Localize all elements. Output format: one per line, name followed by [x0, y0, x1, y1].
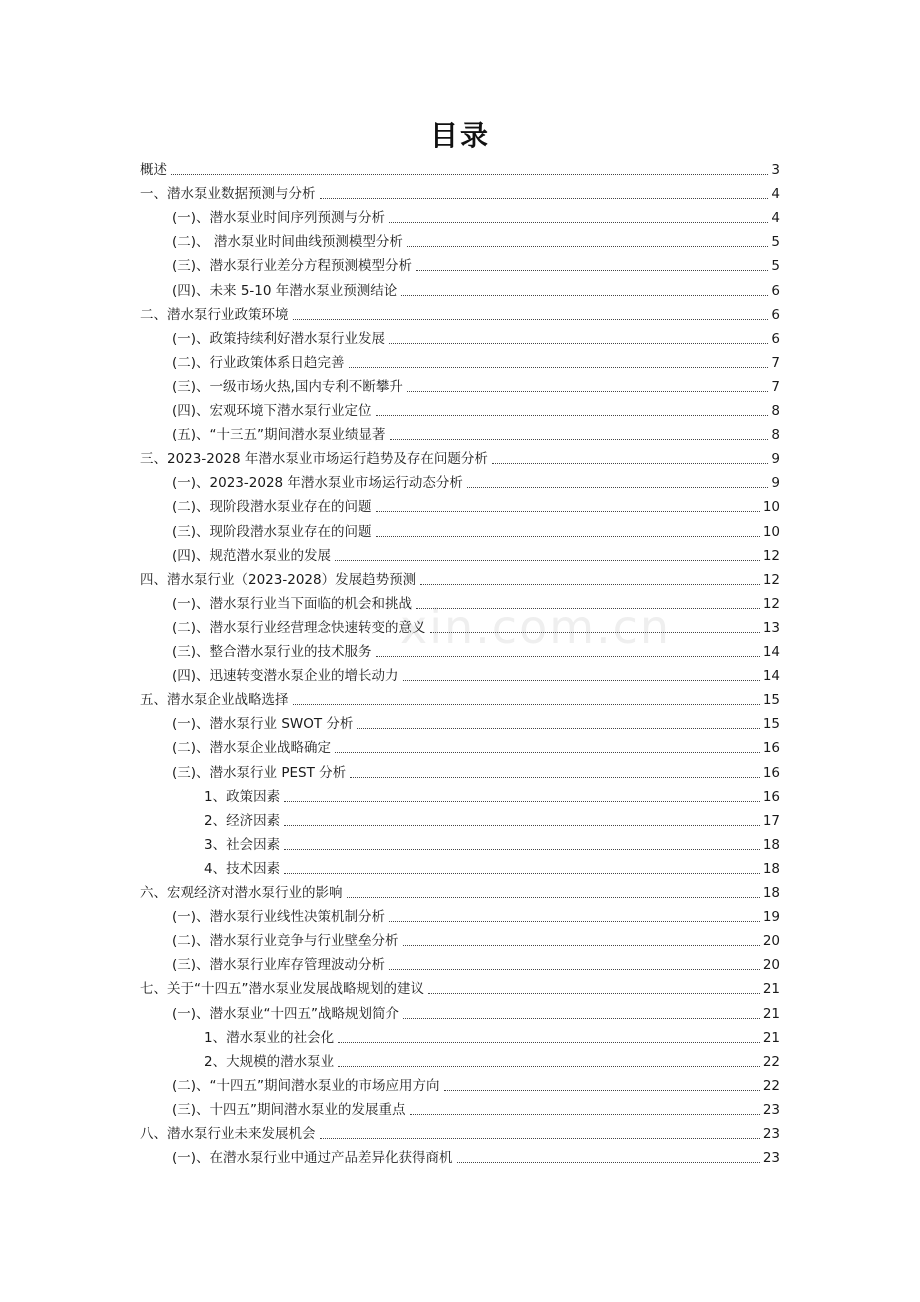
dot-leader [338, 1042, 760, 1043]
toc-entry-label: 六、宏观经济对潜水泵行业的影响 [140, 885, 343, 901]
toc-entry-page-number: 15 [762, 716, 780, 733]
toc-entry-label: 三、2023-2028 年潜水泵业市场运行趋势及存在问题分析 [140, 451, 488, 468]
toc-entry-label: (四)、规范潜水泵业的发展 [172, 547, 332, 564]
dot-leader [416, 608, 760, 609]
toc-entry[interactable] [172, 350, 780, 372]
dot-leader [407, 246, 769, 247]
toc-entry[interactable] [172, 278, 780, 300]
toc-entry[interactable] [172, 470, 780, 492]
dot-leader [349, 367, 769, 368]
dot-leader [410, 1114, 760, 1115]
toc-entry[interactable] [172, 543, 780, 565]
toc-entry-label: (一)、2023-2028 年潜水泵业市场运行动态分析 [172, 475, 463, 492]
toc-entry-label: (一)、潜水泵业时间序列预测与分析 [172, 210, 386, 227]
toc-entry[interactable] [172, 663, 780, 685]
toc-entry-page-number: 14 [762, 644, 780, 660]
dot-leader [335, 560, 760, 561]
toc-entry-page-number: 5 [771, 234, 780, 251]
dot-leader [389, 921, 760, 922]
toc-entry-page-number: 16 [762, 764, 780, 781]
toc-entry-page-number: 23 [762, 1150, 780, 1167]
toc-entry[interactable] [204, 1049, 780, 1071]
dot-leader [403, 945, 760, 946]
toc-entry[interactable] [140, 567, 780, 589]
toc-entry[interactable] [172, 253, 780, 275]
toc-entry[interactable] [172, 398, 780, 420]
toc-entry[interactable] [140, 446, 780, 468]
toc-entry-label: (三)、一级市场火热,国内专利不断攀升 [172, 378, 403, 395]
toc-entry-label: 二、潜水泵行业政策环境 [140, 306, 289, 323]
toc-entry[interactable] [172, 711, 780, 733]
toc-entry[interactable] [172, 422, 780, 444]
toc-entry-label: 3、社会因素 [204, 836, 281, 853]
dot-leader [338, 1066, 760, 1067]
toc-entry-label: (四)、宏观环境下潜水泵行业定位 [172, 403, 372, 419]
toc-entry[interactable] [172, 1073, 780, 1095]
dot-leader [284, 873, 760, 874]
toc-entry-page-number: 10 [762, 523, 780, 540]
toc-entry-page-number: 17 [762, 812, 780, 829]
dot-leader [293, 704, 760, 705]
watermark: xin.com.cn [400, 600, 672, 654]
dot-leader [284, 801, 760, 802]
dot-leader [430, 632, 760, 633]
toc-entry-page-number: 23 [762, 1101, 780, 1118]
toc-entry[interactable] [140, 302, 780, 324]
toc-entry-page-number: 20 [762, 933, 780, 950]
toc-entry-label: (四)、迅速转变潜水泵企业的增长动力 [172, 668, 399, 685]
toc-entry-page-number: 14 [762, 668, 780, 685]
toc-entry-page-number: 4 [771, 210, 780, 227]
dot-leader [457, 1162, 760, 1163]
toc-entry[interactable] [172, 1145, 780, 1167]
toc-entry[interactable] [172, 952, 780, 974]
toc-entry-label: 七、关于“十四五”潜水泵业发展战略规划的建议 [140, 981, 424, 998]
toc-entry-label: (一)、潜水泵业“十四五”战略规划简介 [172, 1005, 400, 1022]
dot-leader [376, 536, 760, 537]
toc-entry-page-number: 22 [762, 1053, 780, 1070]
toc-entry[interactable] [172, 904, 780, 926]
dot-leader [428, 993, 760, 994]
toc-entry-page-number: 16 [762, 788, 780, 805]
dot-leader [171, 174, 768, 175]
dot-leader [420, 584, 760, 585]
toc-entry[interactable] [172, 735, 780, 757]
dot-leader [320, 198, 769, 199]
toc-entry-label: (三)、现阶段潜水泵业存在的问题 [172, 523, 372, 540]
dot-leader [467, 487, 768, 488]
toc-entry[interactable] [140, 1121, 780, 1143]
toc-entry-page-number: 21 [762, 981, 780, 998]
toc-entry-label: (三)、十四五”期间潜水泵业的发展重点 [172, 1101, 406, 1118]
dot-leader [390, 439, 769, 440]
toc-entry-label: (三)、潜水泵行业库存管理波动分析 [172, 957, 386, 974]
dot-leader [376, 415, 769, 416]
toc-entry-page-number: 6 [771, 282, 780, 299]
toc-entry[interactable] [172, 374, 780, 396]
toc-entry-label: 八、潜水泵行业未来发展机会 [140, 1126, 316, 1142]
toc-entry-label: 2、经济因素 [204, 812, 281, 829]
toc-entry[interactable] [140, 880, 780, 902]
dot-leader [444, 1090, 760, 1091]
toc-entry-label: (五)、“十三五”期间潜水泵业绩显著 [172, 427, 386, 444]
toc-entry-label: 五、潜水泵企业战略选择 [140, 692, 289, 709]
toc-entry-page-number: 10 [762, 499, 780, 516]
toc-entry[interactable] [172, 639, 780, 661]
toc-entry-page-number: 18 [762, 885, 780, 901]
toc-entry-label: 1、潜水泵业的社会化 [204, 1029, 335, 1046]
toc-entry[interactable] [172, 519, 780, 541]
toc-entry-page-number: 15 [762, 692, 780, 709]
toc-entry[interactable] [140, 157, 780, 179]
toc-entry-label: 4、技术因素 [204, 860, 281, 877]
toc-entry-label: 四、潜水泵行业（2023-2028）发展趋势预测 [140, 571, 417, 588]
toc-entry-page-number: 8 [771, 403, 780, 419]
toc-entry-label: (三)、潜水泵行业差分方程预测模型分析 [172, 258, 413, 275]
toc-entry-page-number: 12 [762, 595, 780, 612]
dot-leader [389, 969, 760, 970]
dot-leader [401, 295, 768, 296]
toc-entry-label: (二)、潜水泵行业经营理念快速转变的意义 [172, 619, 426, 636]
toc-entry[interactable] [204, 832, 780, 854]
dot-leader [389, 343, 768, 344]
toc-entry-label: (三)、潜水泵行业 PEST 分析 [172, 764, 347, 781]
toc-entry[interactable] [172, 928, 780, 950]
toc-entry-page-number: 23 [762, 1126, 780, 1142]
toc-entry-label: (一)、潜水泵行业 SWOT 分析 [172, 716, 354, 733]
dot-leader [320, 1138, 760, 1139]
dot-leader [284, 849, 760, 850]
dot-leader [284, 825, 760, 826]
toc-entry-label: 2、大规模的潜水泵业 [204, 1053, 335, 1070]
toc-entry[interactable] [172, 591, 780, 613]
toc-entry-label: (四)、未来 5-10 年潜水泵业预测结论 [172, 282, 398, 299]
toc-entry-page-number: 21 [762, 1029, 780, 1046]
toc-entry[interactable] [140, 687, 780, 709]
toc-entry[interactable] [172, 615, 780, 637]
toc-entry-page-number: 13 [762, 619, 780, 636]
toc-entry[interactable] [172, 229, 780, 251]
toc-entry-page-number: 18 [762, 860, 780, 877]
toc-entry[interactable] [140, 976, 780, 998]
toc-entry[interactable] [172, 1097, 780, 1119]
toc-entry[interactable] [172, 326, 780, 348]
dot-leader [293, 319, 769, 320]
dot-leader [357, 728, 759, 729]
dot-leader [350, 777, 760, 778]
page-title: 目录 [429, 119, 490, 152]
toc-entry-page-number: 7 [771, 354, 780, 371]
toc-entry-label: (二)、行业政策体系日趋完善 [172, 354, 345, 371]
toc-entry-label: (二)、 潜水泵业时间曲线预测模型分析 [172, 234, 403, 251]
toc-entry[interactable] [204, 808, 780, 830]
dot-leader [335, 752, 760, 753]
toc-entry-page-number: 16 [762, 740, 780, 757]
dot-leader [416, 270, 768, 271]
toc-entry-page-number: 21 [762, 1005, 780, 1022]
dot-leader [376, 656, 760, 657]
toc-entry-page-number: 9 [771, 451, 780, 468]
dot-leader [347, 897, 760, 898]
toc-entry[interactable] [204, 1025, 780, 1047]
toc-entry-page-number: 4 [771, 186, 780, 203]
toc-entry-label: (三)、整合潜水泵行业的技术服务 [172, 644, 372, 660]
toc-entry-page-number: 6 [771, 306, 780, 323]
toc-entry-page-number: 18 [762, 836, 780, 853]
toc-entry-label: (一)、在潜水泵行业中通过产品差异化获得商机 [172, 1150, 453, 1167]
toc-entry-page-number: 22 [762, 1077, 780, 1094]
toc-entry-page-number: 12 [762, 571, 780, 588]
toc-entry[interactable] [172, 205, 780, 227]
toc-entry-label: 1、政策因素 [204, 788, 281, 805]
toc-entry-page-number: 5 [771, 258, 780, 275]
toc-entry-label: (一)、政策持续利好潜水泵行业发展 [172, 330, 386, 347]
dot-leader [389, 222, 768, 223]
toc-entry-label: 一、潜水泵业数据预测与分析 [140, 186, 316, 203]
toc-entry[interactable] [204, 784, 780, 806]
toc-entry-label: (二)、现阶段潜水泵业存在的问题 [172, 499, 372, 516]
toc-entry[interactable] [140, 181, 780, 203]
toc-entry-label: (一)、潜水泵行业线性决策机制分析 [172, 909, 386, 926]
dot-leader [492, 463, 769, 464]
toc-entry-page-number: 3 [771, 162, 780, 178]
toc-entry-label: (二)、潜水泵企业战略确定 [172, 740, 332, 757]
dot-leader [407, 391, 769, 392]
toc-entry-label: 概述 [140, 162, 167, 178]
dot-leader [403, 1018, 760, 1019]
toc-entry-page-number: 6 [771, 330, 780, 347]
toc-entry-page-number: 9 [771, 475, 780, 492]
toc-entry-label: (二)、“十四五”期间潜水泵业的市场应用方向 [172, 1077, 440, 1094]
toc-entry-page-number: 8 [771, 427, 780, 444]
toc-entry-label: (一)、潜水泵行业当下面临的机会和挑战 [172, 595, 413, 612]
toc-entry-page-number: 19 [762, 909, 780, 926]
toc-entry-page-number: 12 [762, 547, 780, 564]
toc-entry[interactable] [172, 494, 780, 516]
toc-entry-page-number: 7 [771, 378, 780, 395]
dot-leader [403, 680, 760, 681]
dot-leader [376, 511, 760, 512]
toc-entry[interactable] [204, 856, 780, 878]
toc-entry-label: (二)、潜水泵行业竞争与行业壁垒分析 [172, 933, 399, 950]
toc-entry[interactable] [172, 760, 780, 782]
toc-entry-page-number: 20 [762, 957, 780, 974]
toc-entry[interactable] [172, 1001, 780, 1023]
